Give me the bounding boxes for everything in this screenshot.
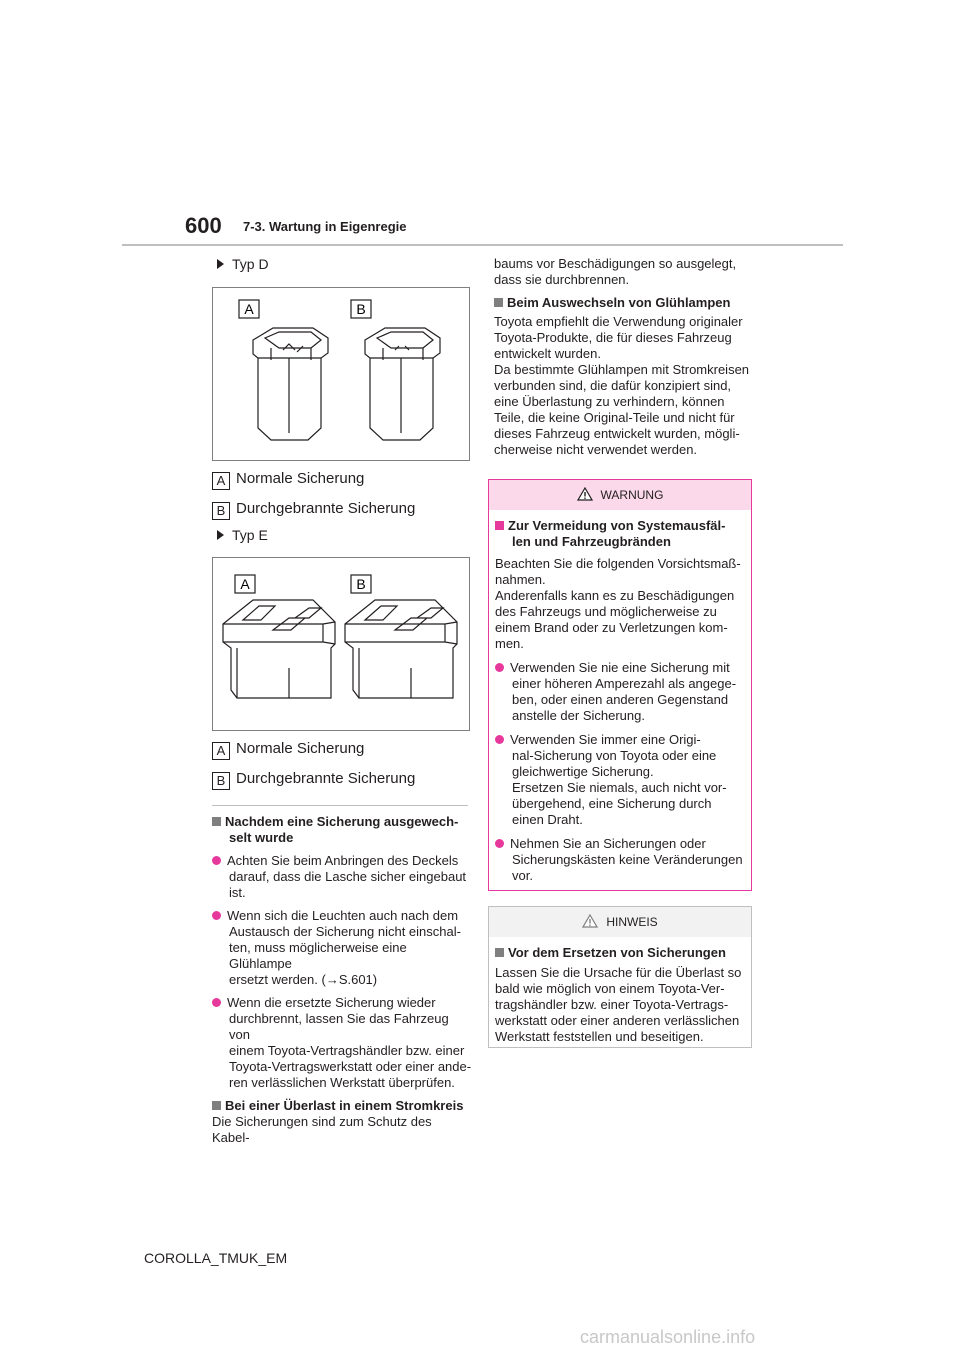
label-a: A (240, 576, 250, 592)
note-box: HINWEIS Vor dem Ersetzen von Sicherungen Lassen Sie die Ursache für die Überlast so bald wie möglich von einem Toyota-Ver- tragshändler bzw. einer Toyota-Vertrags- werkstatt oder einer anderen verlässlichen Werkstatt feststellen und beseitigen. (488, 906, 752, 1048)
badge-a: A (212, 742, 230, 760)
section-title-fuse-replaced: Nachdem eine Sicherung ausgewech- (212, 814, 472, 830)
warning-intro: Beachten Sie die folgenden Vorsichtsmaß- nahmen. Anderenfalls kann es zu Beschädigungen des Fahrzeugs und möglicherweise zu einem Brand oder zu Verletzungen kom- men. (495, 556, 741, 651)
right-text-column: baums vor Beschädigungen so ausgelegt, dass sie durchbrennen. Beim Auswechseln von Glühlampen Toyota empfiehlt die Verwendung originaler Toyota-Produkte, die für dieses Fahrzeug entwickelt wurden. Da bestimmte Glühlampen mit Stromkreisen verbunden sind, die dafür konzipiert sind, eine Überlastung zu verhindern, können Teile, die keine Original-Teile und nicht für dieses Fahrzeug entwickelt wurden, mögli- cherweise nicht verwendet werden. (494, 256, 754, 458)
warning-header: WARNUNG (489, 480, 751, 510)
badge-b: B (212, 502, 230, 520)
fuse-type-d-illustration (213, 288, 469, 460)
label-b: B (356, 576, 366, 592)
chapter-title: 7-3. Wartung in Eigenregie (243, 219, 407, 234)
square-bullet-icon (494, 298, 503, 307)
page-number: 600 (185, 213, 222, 238)
warning-triangle-icon (577, 487, 593, 501)
badge-b: B (212, 772, 230, 790)
header-rule (122, 244, 843, 246)
triangle-bullet-icon (217, 530, 224, 540)
section-divider (212, 805, 468, 806)
warning-subtitle: Zur Vermeidung von Systemausfäl- (495, 518, 745, 534)
warning-bullet-original: Verwenden Sie immer eine Origi- nal-Sicherung von Toyota oder eine gleichwertige Sicherung. Ersetzen Sie niemals, auch nicht vor- übergehend, eine Sicherung durch einen Draht. (495, 732, 745, 828)
caption-d-blown: B Durchgebrannte Sicherung (212, 500, 415, 520)
note-header: HINWEIS (489, 907, 751, 937)
warning-bullet-amperage: Verwenden Sie nie eine Sicherung mit einer höheren Amperezahl als angege- ben, oder einen anderen Gegenstand anstelle der Sicherung. (495, 660, 745, 724)
watermark: carmanualsonline.info (580, 1327, 756, 1347)
warning-bullet-modify: Nehmen Sie an Sicherungen oder Sicherungskästen keine Veränderungen vor. (495, 836, 745, 884)
circle-bullet-icon (495, 663, 504, 672)
fuse-e-normal (223, 600, 335, 698)
circle-bullet-icon (212, 998, 221, 1007)
fuse-d-normal (253, 328, 328, 440)
square-bullet-icon (495, 948, 504, 957)
left-text-column: Nachdem eine Sicherung ausgewech- selt wurde Achten Sie beim Anbringen des Deckels darauf, dass die Lasche sicher eingebaut ist. Wenn sich die Leuchten auch nach dem Austausch der Sicherung nicht einschal- ten, muss möglicherweise eine Glühlampe ersetzt werden. (→S.601) Wenn die ersetzte Sicherung wieder durchbrennt, lassen Sie das Fahrzeug von einem Toyota-Vertragshändler bzw. einer Toyota-Vertragswerkstatt oder einer ande- ren verlässlichen Werkstatt überprüfen. Bei einer Überlast in einem Stromkreis Die Sicherungen sind zum Schutz des Kabel- (212, 814, 472, 1145)
figure-type-d (212, 287, 470, 461)
footer-code: COROLLA_TMUK_EM (144, 1250, 288, 1266)
circle-bullet-icon (495, 735, 504, 744)
fuse-type-e-illustration (213, 558, 469, 730)
caption-e-blown: B Durchgebrannte Sicherung (212, 770, 415, 790)
label-a: A (244, 301, 254, 317)
fuse-e-blown (345, 600, 457, 698)
section-title-overload: Bei einer Überlast in einem Stromkreis (212, 1098, 472, 1114)
bullet-lights: Wenn sich die Leuchten auch nach dem Austausch der Sicherung nicht einschal- ten, muss möglicherweise eine Glühlampe ersetzt werden. (→S.601) (212, 908, 472, 988)
fuse-d-blown (365, 328, 440, 440)
circle-bullet-icon (212, 911, 221, 920)
type-d-heading: Typ D (217, 256, 269, 272)
section-title-bulbs: Beim Auswechseln von Glühlampen (494, 295, 754, 311)
bullet-repeat-blown: Wenn die ersetzte Sicherung wieder durchbrennt, lassen Sie das Fahrzeug von einem Toyota-Vertragshändler bzw. einer Toyota-Vertragswerkstatt oder einer ande- ren verlässlichen Werkstatt überprüfen. (212, 995, 472, 1091)
warning-box: WARNUNG Zur Vermeidung von Systemausfäl- len und Fahrzeugbränden Beachten Sie die folgenden Vorsichtsmaß- nahmen. Anderenfalls kann es zu Beschädigungen des Fahrzeugs und möglicherweise zu einem Brand oder zu Verletzungen kom- men. Verwenden Sie nie eine Sicherung mit einer höheren Amperezahl als angege- ben, oder einen anderen Gegenstand anstelle der Sicherung. Verwenden Sie immer eine Origi- nal-Sicherung von Toyota oder eine gleichwertige Sicherung. Ersetzen Sie niemals, auch nicht vor- übergehend, eine Sicherung durch einen Draht. Nehmen Sie an Sicherungen oder Sicherungskästen keine Veränderungen vor. (488, 479, 752, 891)
note-subtitle: Vor dem Ersetzen von Sicherungen (495, 945, 745, 961)
circle-bullet-icon (212, 856, 221, 865)
circle-bullet-icon (495, 839, 504, 848)
bullet-lid: Achten Sie beim Anbringen des Deckels darauf, dass die Lasche sicher eingebaut ist. (212, 853, 472, 901)
square-bullet-icon (495, 521, 504, 530)
page-reference-link[interactable]: ersetzt werden. (→S.601) (229, 972, 378, 987)
label-b: B (356, 301, 366, 317)
badge-a: A (212, 472, 230, 490)
square-bullet-icon (212, 817, 221, 826)
figure-type-e (212, 557, 470, 731)
triangle-bullet-icon (217, 259, 224, 269)
type-e-heading: Typ E (217, 527, 268, 543)
square-bullet-icon (212, 1101, 221, 1110)
notice-triangle-icon (582, 914, 598, 928)
caption-d-normal: A Normale Sicherung (212, 470, 364, 490)
caption-e-normal: A Normale Sicherung (212, 740, 364, 760)
